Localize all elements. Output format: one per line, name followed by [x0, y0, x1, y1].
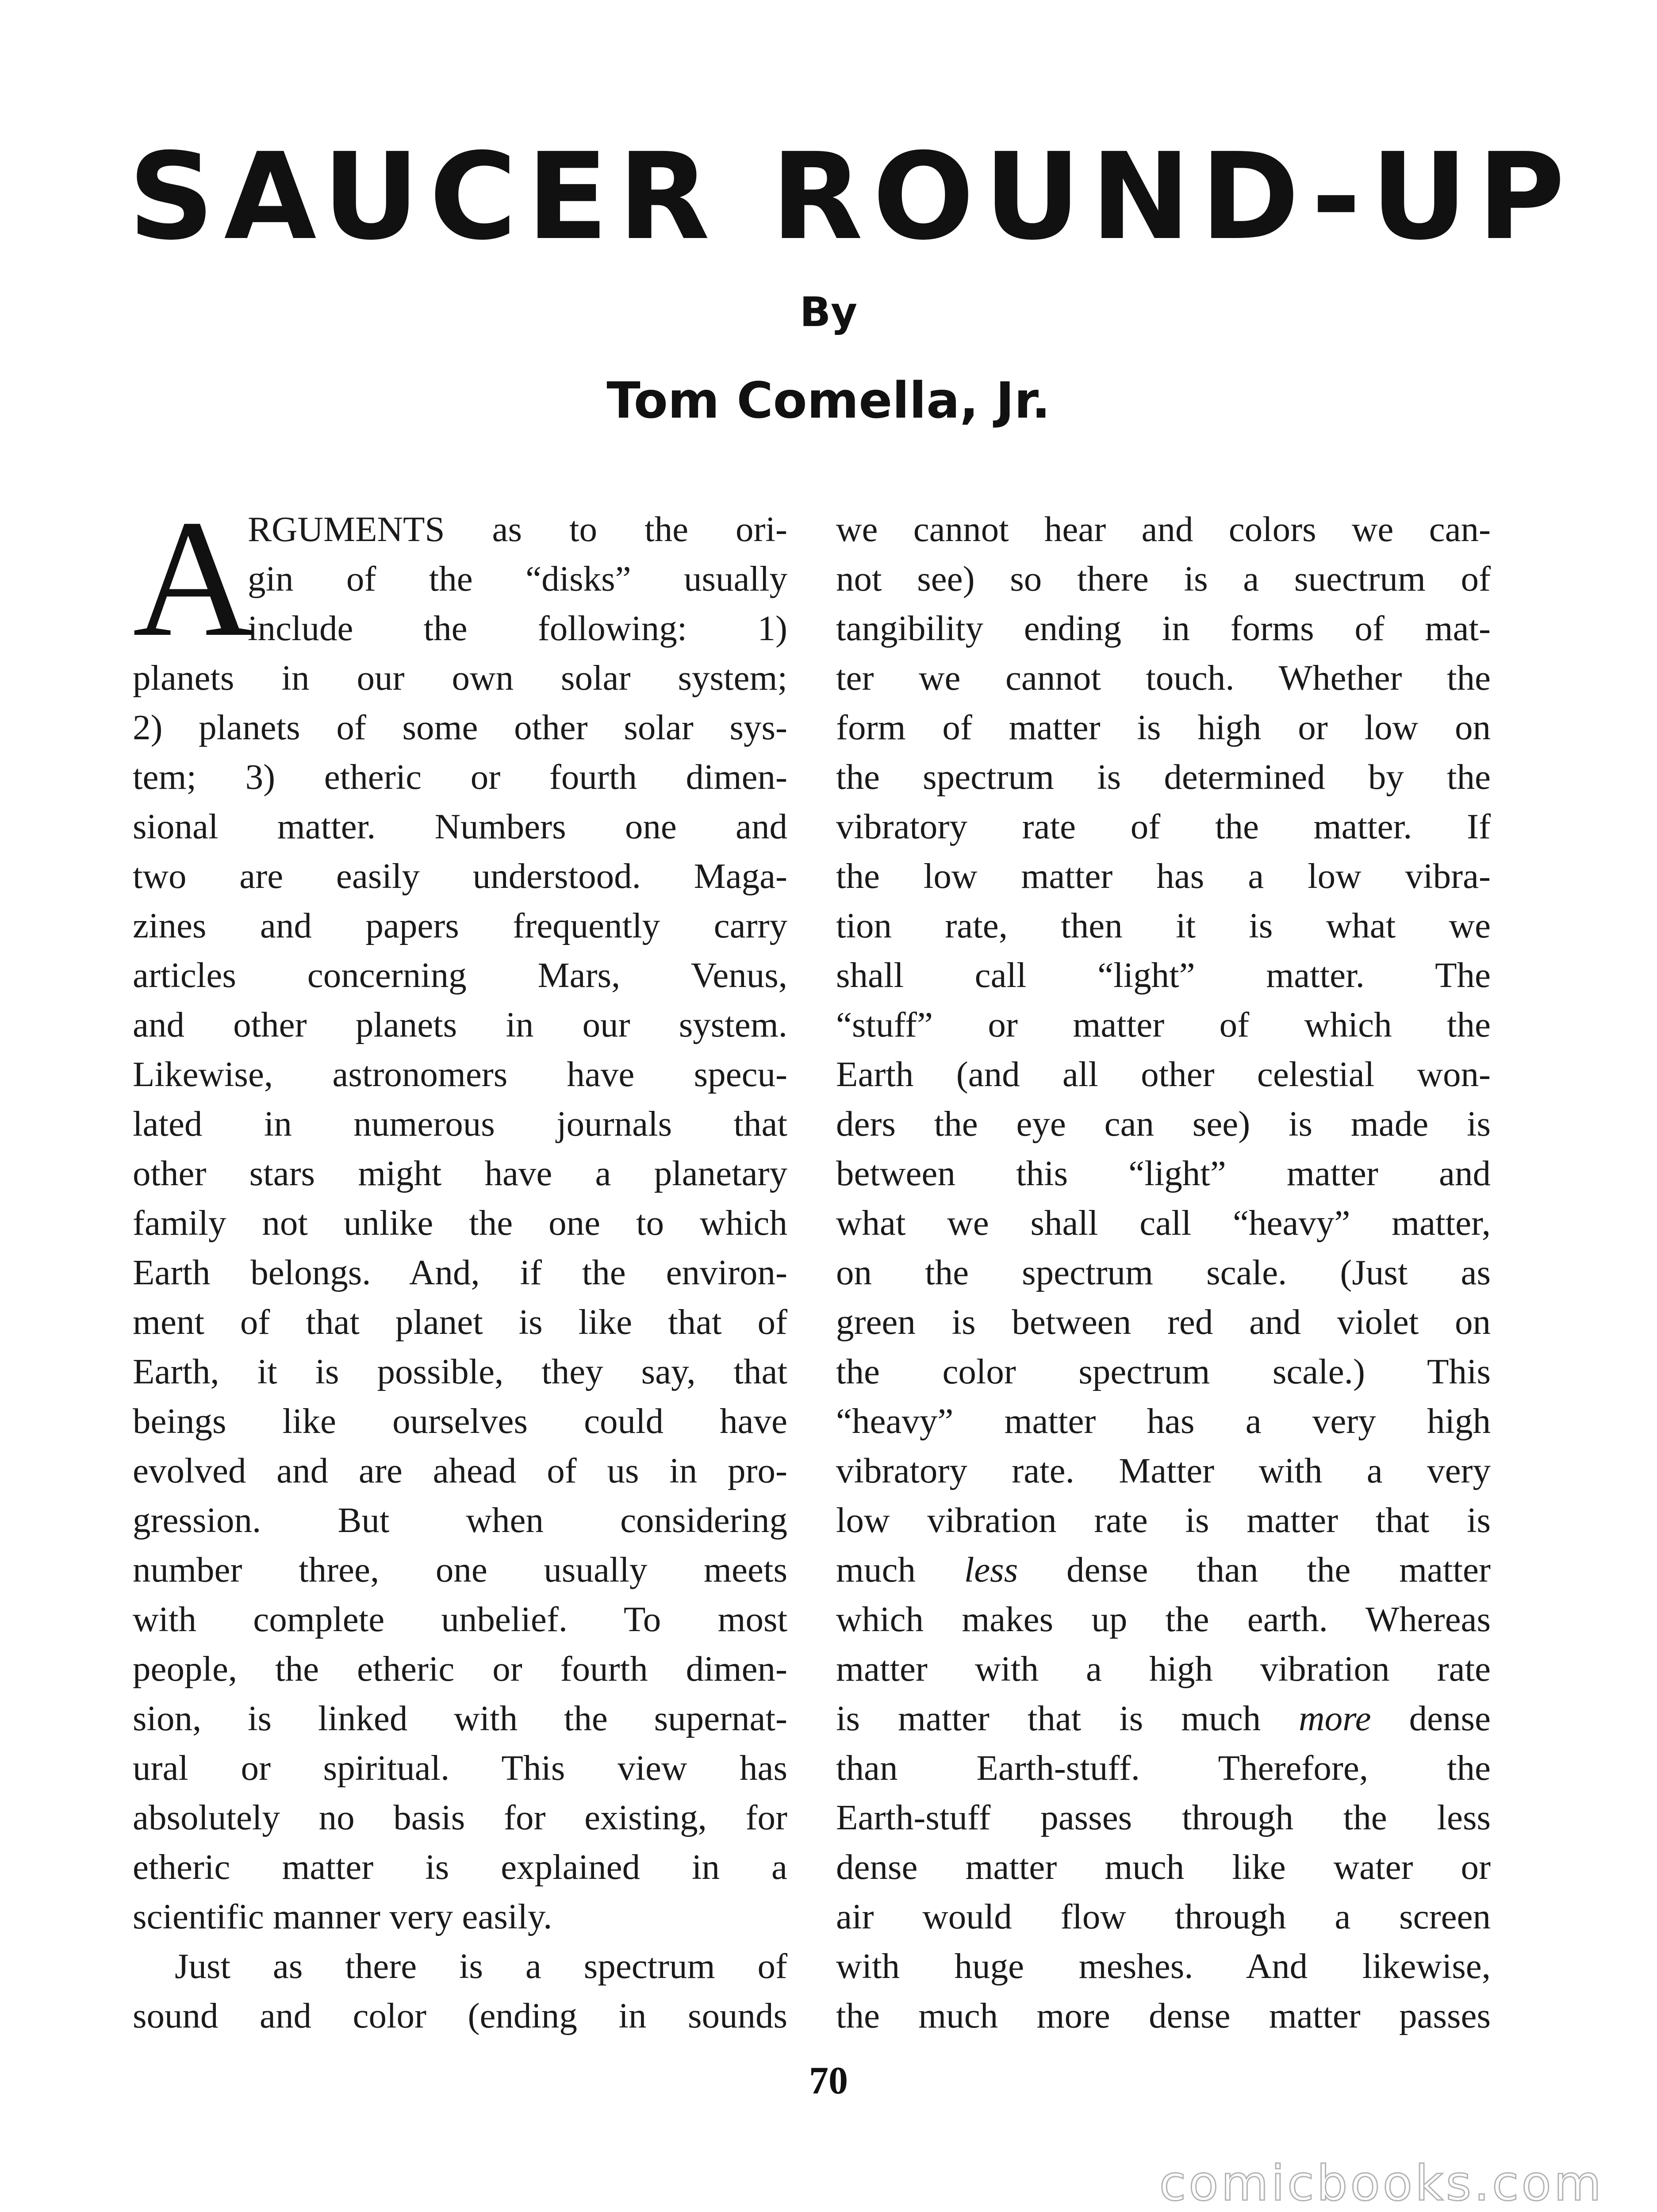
text-line: etheric matter is explained in a	[133, 1847, 787, 1887]
text-line: lated in numerous journals that	[133, 1104, 787, 1144]
text-line: Earth-stuff passes through the less	[836, 1797, 1491, 1837]
text-line: Earth, it is possible, they say, that	[133, 1352, 787, 1391]
text-line: the color spectrum scale.) This	[836, 1352, 1491, 1391]
text-line: scientific manner very easily.	[133, 1897, 552, 1936]
text-line: vibratory rate of the matter. If	[836, 806, 1491, 846]
text-line: dense matter much like water or	[836, 1847, 1491, 1887]
text-line: ural or spiritual. This view has	[133, 1748, 787, 1788]
text-line: is matter that is much more dense	[836, 1698, 1491, 1738]
text-line: tangibility ending in forms of mat-	[836, 608, 1491, 648]
text-line: form of matter is high or low on	[836, 707, 1491, 747]
text-line: on the spectrum scale. (Just as	[836, 1252, 1491, 1292]
text-line: than Earth-stuff. Therefore, the	[836, 1748, 1491, 1788]
text-line: other stars might have a planetary	[133, 1153, 787, 1193]
byline: By	[799, 288, 858, 336]
text-line: and other planets in our system.	[133, 1005, 787, 1045]
text-line: number three, one usually meets	[133, 1550, 787, 1590]
article-title: SAUCER ROUND-UP	[128, 127, 1575, 266]
text-line: with huge meshes. And likewise,	[836, 1946, 1491, 1986]
text-line: absolutely no basis for existing, for	[133, 1797, 787, 1837]
right-column	[836, 504, 1491, 2040]
text-line: “heavy” matter has a very high	[836, 1401, 1491, 1441]
text-line: evolved and are ahead of us in pro-	[133, 1451, 787, 1490]
text-line: zines and papers frequently carry	[133, 906, 787, 945]
text-line: which makes up the earth. Whereas	[836, 1599, 1491, 1639]
watermark: comicbooks.com	[1159, 2155, 1604, 2212]
left-column	[133, 485, 787, 2040]
text-line: include the following: 1)	[248, 608, 787, 648]
text-line: shall call “light” matter. The	[836, 955, 1491, 995]
text-line: not see) so there is a suectrum of	[836, 559, 1491, 599]
text-line: low vibration rate is matter that is	[836, 1500, 1491, 1540]
text-line: beings like ourselves could have	[133, 1401, 787, 1441]
text-line: gression. But when considering	[133, 1500, 787, 1540]
text-line: green is between red and violet on	[836, 1302, 1491, 1342]
text-line: family not unlike the one to which	[133, 1203, 787, 1243]
text-line: articles concerning Mars, Venus,	[133, 955, 787, 995]
text-line: the spectrum is determined by the	[836, 757, 1491, 797]
text-line: “stuff” or matter of which the	[836, 1005, 1491, 1045]
text-line: with complete unbelief. To most	[133, 1599, 787, 1639]
text-line: two are easily understood. Maga-	[133, 856, 787, 896]
page-number: 70	[809, 2059, 848, 2102]
text-line: sional matter. Numbers one and	[133, 806, 787, 846]
text-line: RGUMENTS as to the ori-	[248, 509, 787, 549]
text-line: sion, is linked with the supernat-	[133, 1698, 787, 1738]
text-line: much less dense than the matter	[836, 1550, 1491, 1590]
text-line: Likewise, astronomers have specu-	[133, 1054, 787, 1094]
text-line: sound and color (ending in sounds	[133, 1996, 787, 2035]
text-line: Earth belongs. And, if the environ-	[133, 1252, 787, 1292]
text-line: ment of that planet is like that of	[133, 1302, 787, 1342]
text-line: ders the eye can see) is made is	[836, 1104, 1491, 1144]
text-line: planets in our own solar system;	[133, 658, 787, 698]
text-line: ter we cannot touch. Whether the	[836, 658, 1491, 698]
text-line: tem; 3) etheric or fourth dimen-	[133, 757, 787, 797]
text-line: tion rate, then it is what we	[836, 906, 1491, 945]
text-line: what we shall call “heavy” matter,	[836, 1203, 1491, 1243]
text-line: people, the etheric or fourth dimen-	[133, 1649, 787, 1689]
text-line: Just as there is a spectrum of	[175, 1946, 787, 1986]
text-line: between this “light” matter and	[836, 1153, 1491, 1193]
text-line: matter with a high vibration rate	[836, 1649, 1491, 1689]
text-line: 2) planets of some other solar sys-	[133, 707, 787, 747]
text-line: air would flow through a screen	[836, 1897, 1491, 1936]
text-line: vibratory rate. Matter with a very	[836, 1451, 1491, 1490]
text-line: we cannot hear and colors we can-	[836, 509, 1491, 549]
drop-cap: A	[133, 485, 254, 672]
text-line: gin of the “disks” usually	[248, 559, 787, 599]
author-name: Tom Comella, Jr.	[606, 372, 1051, 430]
text-line: the much more dense matter passes	[836, 1996, 1491, 2035]
text-line: Earth (and all other celestial won-	[836, 1054, 1491, 1094]
text-line: the low matter has a low vibra-	[836, 856, 1491, 896]
